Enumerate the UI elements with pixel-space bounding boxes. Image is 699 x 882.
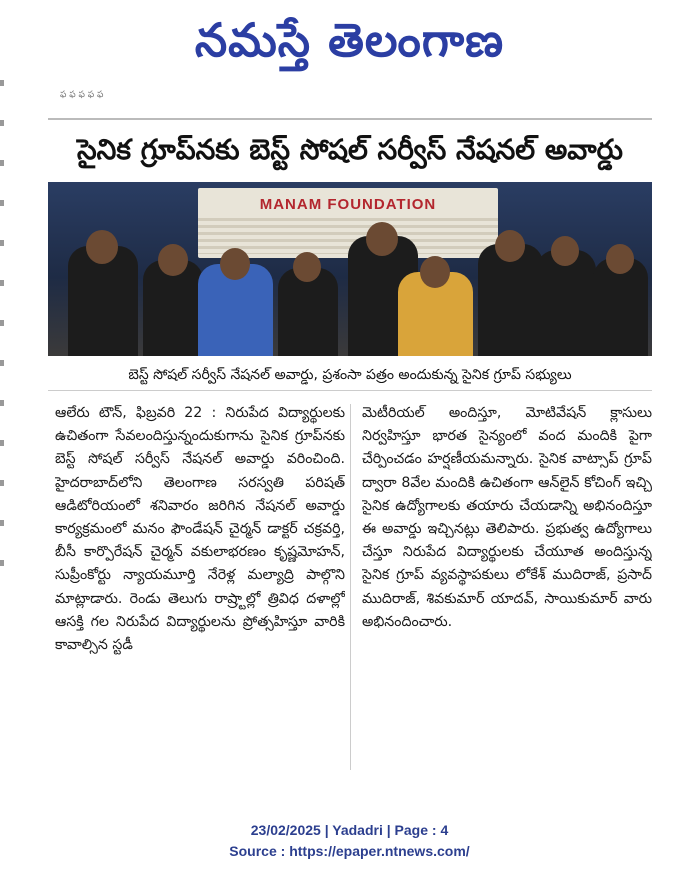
footer-source: Source : https://epaper.ntnews.com/ [229,843,470,859]
photo-person-head [158,244,188,276]
photo-person-head [420,256,450,288]
photo-person-head [606,244,634,274]
photo-banner-title: MANAM FOUNDATION [259,196,437,213]
photo-caption: బెస్ట్ సోషల్ సర్వీస్ నేషనల్ అవార్డు, ప్రశంసా పత్రం అందుకున్న సైనిక గ్రూప్ సభ్యులు [48,360,652,391]
photo-banner [198,188,498,258]
article-photo [48,182,652,356]
photo-person-head [551,236,579,266]
header-strip: ఫ ఫ ఫ ఫ ఫ [60,90,104,100]
article-column-right: మెటీరియల్ అందిస్తూ, మోటివేషన్ క్లాసులు నిర్వహిస్తూ భారత సైన్యంలో వంద మందికి పైగా చేర్పించడం హర్షణీయమన్నారు. సైనిక వాట్సాప్ గ్రూప్ ద్వారా 8వేల మందికి ఉచితంగా ఆన్‌లైన్ కోచింగ్ ఇచ్చి సైనిక ఉద్యోగాలకు తయారు చేయడాన్ని అభినందిస్తూ ఈ అవార్డు ఇచ్చినట్లు తెలిపారు. ప్రభుత్వ ఉద్యోగాలు చేస్తూ నిరుపేద విద్యార్థులకు చేయూత అందిస్తున్న సైనిక గ్రూప్ వ్యవస్థాపకులు లోకేశ్ ముదిరాజ్, ప్రసాద్ ముదిరాజ్, శివకుమార్ యాదవ్, సాయికుమార్ వారు అభినందించారు. [362,405,652,630]
photo-person-head [220,248,250,280]
photo-person-head [86,230,118,264]
article-column-left: ఆలేరు టౌన్, ఫిబ్రవరి 22 : నిరుపేద విద్యార్థులకు ఉచితంగా సేవలందిస్తున్నందుకుగాను సైనిక గ్రూప్‌నకు బెస్ట్ సోషల్ సర్వీస్ నేషనల్ అవార్డు వరించింది. హైదరాబాద్‌లోని తెలంగాణ సరస్వతి పరిషత్ ఆడిటోరియంలో శనివారం జరిగిన నేషనల్ అవార్డు కార్యక్రమంలో మనం ఫౌండేషన్ చైర్మన్ డాక్టర్ చక్రవర్తి, బీసీ కార్పొరేషన్ చైర్మన్ వకులాభరణం కృష్ణమోహన్, సుప్రీంకోర్టు న్యాయమూర్తి నేరెళ్ల మల్యాద్రి పాల్గొని మాట్లాడారు. రెండు తెలుగు రాష్ర్టాల్లో త్రివిధ దళాల్లో ఆసక్తి గల నిరుపేద విద్యార్థులను ప్రోత్సహిస్తూ వారికి కావాల్సిన స్టడీ [55,405,345,654]
photo-person-head [293,252,321,282]
photo-person-head [495,230,525,262]
masthead-title: నమస్తే తెలంగాణ [194,13,505,67]
photo-banner-subtext [198,218,498,254]
page-edge-marks [0,80,4,600]
photo-person-head [366,222,398,256]
footer-edition: 23/02/2025 | Yadadri | Page : 4 [250,822,449,838]
column-divider [350,404,351,770]
article-headline: సైనిక గ్రూప్‌నకు బెస్ట్ సోషల్ సర్వీస్ నేషనల్ అవార్డు [77,133,623,166]
headline-rule [48,118,652,120]
